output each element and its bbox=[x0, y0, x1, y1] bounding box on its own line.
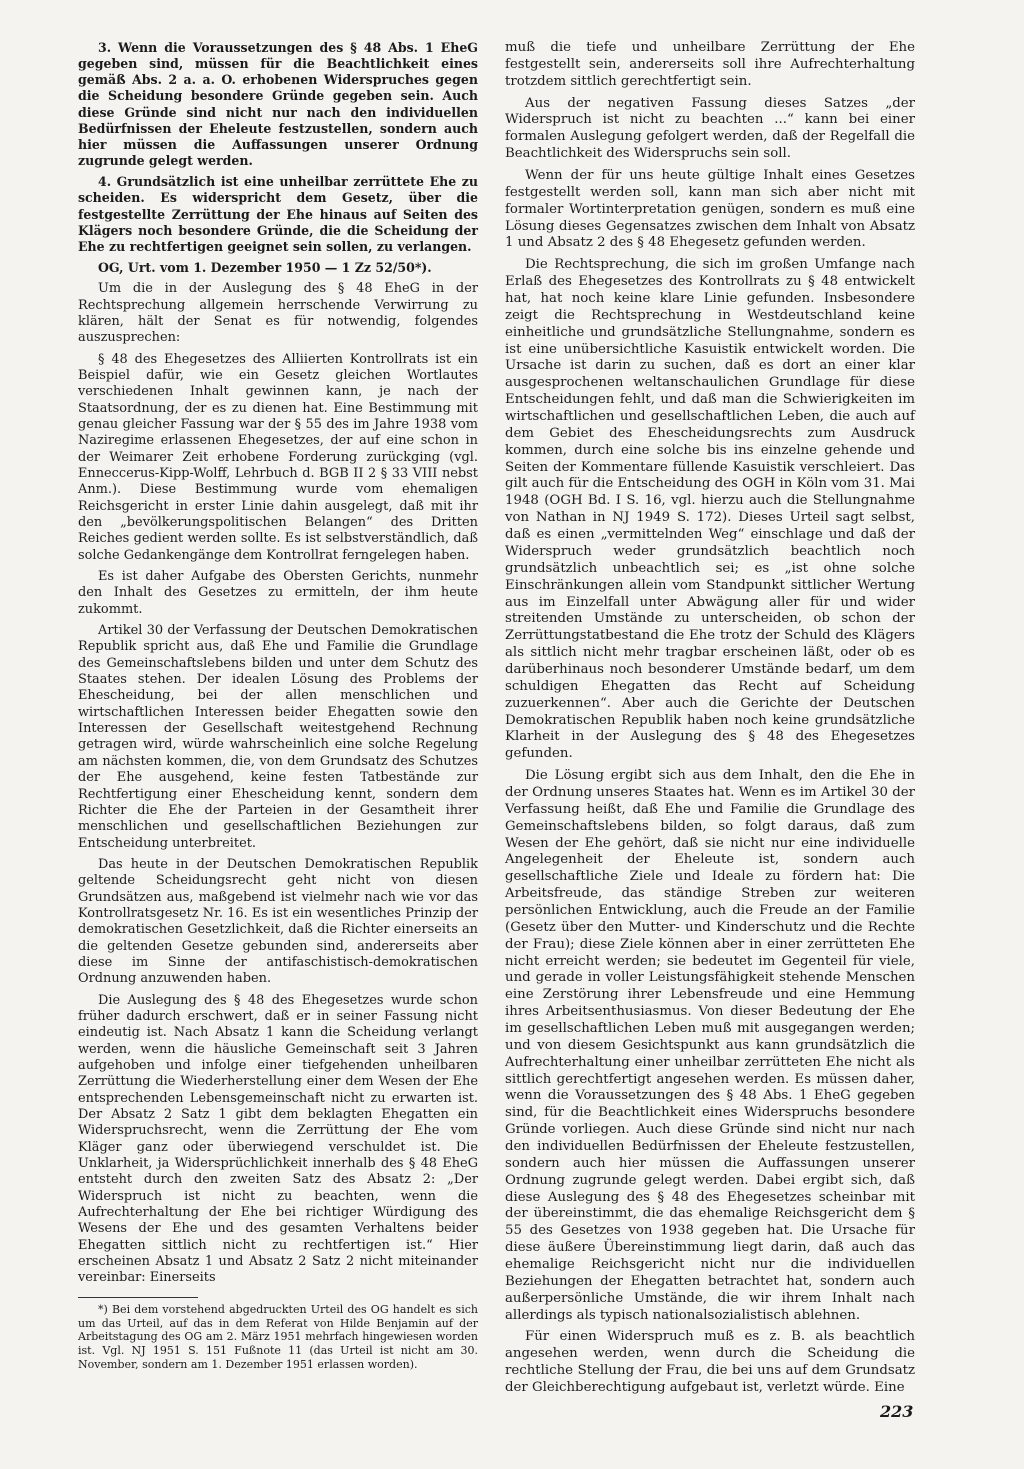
page-number: 223 bbox=[880, 1402, 914, 1421]
body-paragraph: Das heute in der Deutschen Demokratischen Republik geltende Scheidungsrecht geht nicht von diesen Grundsätzen aus, maßgebend ist vielmehr nach wie vor das Kontrollratsgesetz Nr. 16. Es ist ein wesentliches Prinzip der demokratischen Gesetzlichkeit, daß die Richter einerseits an die geltenden Gesetze gebunden sind, andererseits aber diese im Sinne der antifaschistisch-demokratischen Ordnung anzuwenden haben. bbox=[78, 856, 478, 987]
body-paragraph: Es ist daher Aufgabe des Obersten Gerichts, nunmehr den Inhalt des Gesetzes zu ermitteln, der ihm heute zukommt. bbox=[78, 569, 478, 617]
body-paragraph: Wenn der für uns heute gültige Inhalt eines Gesetzes festgestellt werden soll, kann man sich aber nicht mit formaler Wortinterpretation genügen, sondern es muß eine Lösung dieses Gegensatzes zwischen dem Inhalt von Absatz 1 und Absatz 2 des § 48 Ehegesetz gefunden werden. bbox=[505, 168, 915, 251]
body-paragraph: Um die in der Auslegung des § 48 EheG in der Rechtsprechung allgemein herrschende Verwirrung zu klären, hält der Senat es für notwendig, folgendes auszusprechen: bbox=[78, 281, 478, 346]
body-paragraph: Die Lösung ergibt sich aus dem Inhalt, den die Ehe in der Ordnung unseres Staates hat. Wenn es im Artikel 30 der Verfassung heißt, daß Ehe und Familie die Grundlage des Gemeinschaftslebens bilden, so folgt daraus, daß zum Wesen der Ehe gehört, daß sie nicht nur eine individuelle Angelegenheit der Eheleute ist, sondern auch gesellschaftliche Ziele und Ideale zu fördern hat: Die Arbeitsfreude, das ständige Streben zur weiteren persönlichen Entwicklung, auch die Freude an der Familie (Gesetz über den Mutter- und Kinderschutz und die Rechte der Frau); diese Ziele können aber in einer zerrütteten Ehe nicht erreicht werden; sie bedeutet im Gegenteil für viele, und gerade in voller Leistungsfähigkeit stehende Menschen eine Zerstörung ihrer Lebensfreude und eine Hemmung ihres Arbeitsenthusiasmus. Von dieser Bedeutung der Ehe im gesellschaftlichen Leben muß mit ausgegangen werden; und von diesem Gesichtspunkt aus kann grundsätzlich die Aufrechterhaltung einer unheilbar zerrütteten Ehe nicht als sittlich gerechtfertigt angesehen werden. Es müssen daher, wenn die Voraussetzungen des § 48 Abs. 1 EheG gegeben sind, für die Beachtlichkeit eines Widerspruchs besondere Gründe vorliegen. Auch diese Gründe sind nicht nur nach den individuellen Bedürfnissen der Eheleute festzustellen, sondern auch hier müssen die Auffassungen unserer Ordnung zugrunde gelegt werden. Dabei ergibt sich, daß diese Auslegung des § 48 des Ehegesetzes scheinbar mit der übereinstimmt, die das ehemalige Reichsgericht dem § 55 des Gesetzes von 1938 gegeben hat. Die Ursache für diese äußere Übereinstimmung liegt darin, daß auch das ehemalige Reichsgericht nicht nur die individuellen Beziehungen der Ehegatten betrachtet hat, sondern auch außerpersönliche Umstände, die wir ihrem Inhalt nach allerdings als typisch nationalsozialistisch ablehnen. bbox=[505, 768, 915, 1323]
body-paragraph: Aus der negativen Fassung dieses Satzes „der Widerspruch ist nicht zu beachten ...“ kann bei einer formalen Auslegung gefolgert werden, daß der Regelfall die Beachtlichkeit des Widerspruchs sein soll. bbox=[505, 95, 915, 162]
body-paragraph: § 48 des Ehegesetzes des Alliierten Kontrollrats ist ein Beispiel dafür, wie ein Gesetz gleichen Wortlautes verschiedenen Inhalt gewinnen kann, je nach der Staatsordnung, der es zu dienen hat. Eine Bestimmung mit genau gleicher Fassung war der § 55 des im Jahre 1938 vom Naziregime erlassenen Ehegesetzes, der auf eine schon in der Weimarer Zeit erhobene Forderung zurückging (vgl. Enneccerus-Kipp-Wolff, Lehrbuch d. BGB II 2 § 33 VIII nebst Anm.). Diese Bestimmung wurde vom ehemaligen Reichsgericht in erster Linie dahin ausgelegt, daß mit ihr den „bevölkerungspolitischen Belangen“ des Dritten Reiches gedient werden sollte. Es ist selbstverständlich, daß solche Gedankengänge dem Kontrollrat ferngelegen haben. bbox=[78, 351, 478, 563]
headnote-3: 3. Wenn die Voraussetzungen des § 48 Abs. 1 EheG gegeben sind, müssen für die Beachtlichkeit eines gemäß Abs. 2 a. a. O. erhobenen Widerspruches gegen die Scheidung besondere Gründe gegeben sein. Auch diese Gründe sind nicht nur nach den individuellen Bedürfnissen der Eheleute festzustellen, sondern auch hier müssen die Auffassungen unserer Ordnung zugrunde gelegt werden. bbox=[78, 40, 478, 169]
right-column bbox=[505, 40, 915, 1399]
body-paragraph: Die Auslegung des § 48 des Ehegesetzes wurde schon früher dadurch erschwert, daß er in seiner Fassung nicht eindeutig ist. Nach Absatz 1 kann die Scheidung verlangt werden, wenn die häusliche Gemeinschaft seit 3 Jahren aufgehoben und infolge einer tiefgehenden unheilbaren Zerrüttung die Wiederherstellung einer dem Wesen der Ehe entsprechenden Lebensgemeinschaft nicht zu erwarten ist. Der Absatz 2 Satz 1 gibt dem beklagten Ehegatten ein Widerspruchsrecht, wenn die Zerrüttung der Ehe vom Kläger ganz oder überwiegend verschuldet ist. Die Unklarheit, ja Widersprüchlichkeit innerhalb des § 48 EheG entsteht durch den zweiten Satz des Absatz 2: „Der Widerspruch ist nicht zu beachten, wenn die Aufrechterhaltung der Ehe bei richtiger Würdigung des Wesens der Ehe und des gesamten Verhaltens beider Ehegatten sittlich nicht zu rechtfertigen ist.“ Hier erscheinen Absatz 1 und Absatz 2 Satz 2 nicht miteinander vereinbar: Einerseits bbox=[78, 992, 478, 1286]
body-paragraph: Die Rechtsprechung, die sich im großen Umfange nach Erlaß des Ehegesetzes des Kontrollrats zu § 48 entwickelt hat, hat noch keine klare Linie gefunden. Insbesondere zeigt die Rechtsprechung in Westdeutschland keine einheitliche und grundsätzliche Stellungnahme, sondern es ist eine unübersichtliche Kasuistik entwickelt worden. Die Ursache ist darin zu suchen, daß es dort an einer klar ausgesprochenen weltanschaulichen Grundlage für diese Entscheidungen fehlt, und daß man die Schwierigkeiten im wirtschaftlichen und gesellschaftlichen Leben, die auch auf dem Gebiet des Ehescheidungsrechts zum Ausdruck kommen, durch eine solche bis ins einzelne gehende und Seiten der Kommentare füllende Kasuistik verschleiert. Das gilt auch für die Entscheidung des OGH in Köln vom 31. Mai 1948 (OGH Bd. I S. 16, vgl. hierzu auch die Stellungnahme von Nathan in NJ 1949 S. 172). Dieses Urteil sagt selbst, daß es einen „vermittelnden Weg“ einschlage und daß der Widerspruch weder grundsätzlich beachtlich noch grundsätzlich unbeachtlich sei; es „ist ohne solche Einschränkungen allein vom Standpunkt sittlicher Wertung aus im Einzelfall unter Abwägung aller für und wider streitenden Umstände zu unterscheiden, ob schon der Zerrüttungstatbestand die Ehe trotz der Schuld des Klägers als sittlich nicht mehr tragbar erscheinen läßt, oder ob es darüberhinaus noch besonderer Umstände bedarf, um dem schuldigen Ehegatten das Recht auf Scheidung zuzuerkennen“. Aber auch die Gerichte der Deutschen Demokratischen Republik haben noch keine grundsätzliche Klarheit in der Auslegung des § 48 des Ehegesetzes gefunden. bbox=[505, 257, 915, 762]
headnote-4: 4. Grundsätzlich ist eine unheilbar zerrüttete Ehe zu scheiden. Es widerspricht dem Gesetz, über die festgestellte Zerrüttung der Ehe hinaus auf Seiten des Klägers noch besondere Gründe, die die Scheidung der Ehe zu rechtfertigen geeignet sein sollen, zu verlangen. bbox=[78, 174, 478, 254]
body-paragraph: Für einen Widerspruch muß es z. B. als beachtlich angesehen werden, wenn durch die Scheidung die rechtliche Stellung der Frau, die bei uns auf dem Grundsatz der Gleichberechtigung aufgebaut ist, verletzt würde. Eine bbox=[505, 1329, 915, 1396]
body-paragraph: Artikel 30 der Verfassung der Deutschen Demokratischen Republik spricht aus, daß Ehe und Familie die Grundlage des Gemeinschaftslebens bilden und unter dem Schutz des Staates stehen. Der idealen Lösung des Problems der Ehescheidung, bei der allen menschlichen und wirtschaftlichen Interessen beider Ehegatten sowie den Interessen der Gesellschaft weitestgehend Rechnung getragen wird, würde wahrscheinlich eine solche Regelung am nächsten kommen, die, von dem Grundsatz des Schutzes der Ehe ausgehend, keine festen Tatbestände zur Rechtfertigung einer Ehescheidung kennt, sondern dem Richter die Ehe der Parteien in der Gesamtheit ihrer menschlichen und gesellschaftlichen Beziehungen zur Entscheidung unterbreitet. bbox=[78, 623, 478, 851]
court-citation: OG, Urt. vom 1. Dezember 1950 — 1 Zz 52/50*). bbox=[98, 260, 432, 276]
left-column bbox=[78, 40, 478, 1399]
footnote-divider bbox=[78, 1297, 198, 1298]
continued-paragraph: muß die tiefe und unheilbare Zerrüttung der Ehe festgestellt sein, andererseits soll ihre Aufrechterhaltung trotzdem sittlich gerechtfertigt sein. bbox=[505, 40, 915, 89]
footnote: *) Bei dem vorstehend abgedruckten Urteil des OG handelt es sich um das Urteil, auf das in dem Referat von Hilde Benjamin auf der Arbeitstagung des OG am 2. März 1951 mehrfach hingewiesen worden ist. Vgl. NJ 1951 S. 151 Fußnote 11 (das Urteil ist nicht am 30. November, sondern am 1. Dezember 1951 erlassen worden). bbox=[78, 1302, 478, 1371]
